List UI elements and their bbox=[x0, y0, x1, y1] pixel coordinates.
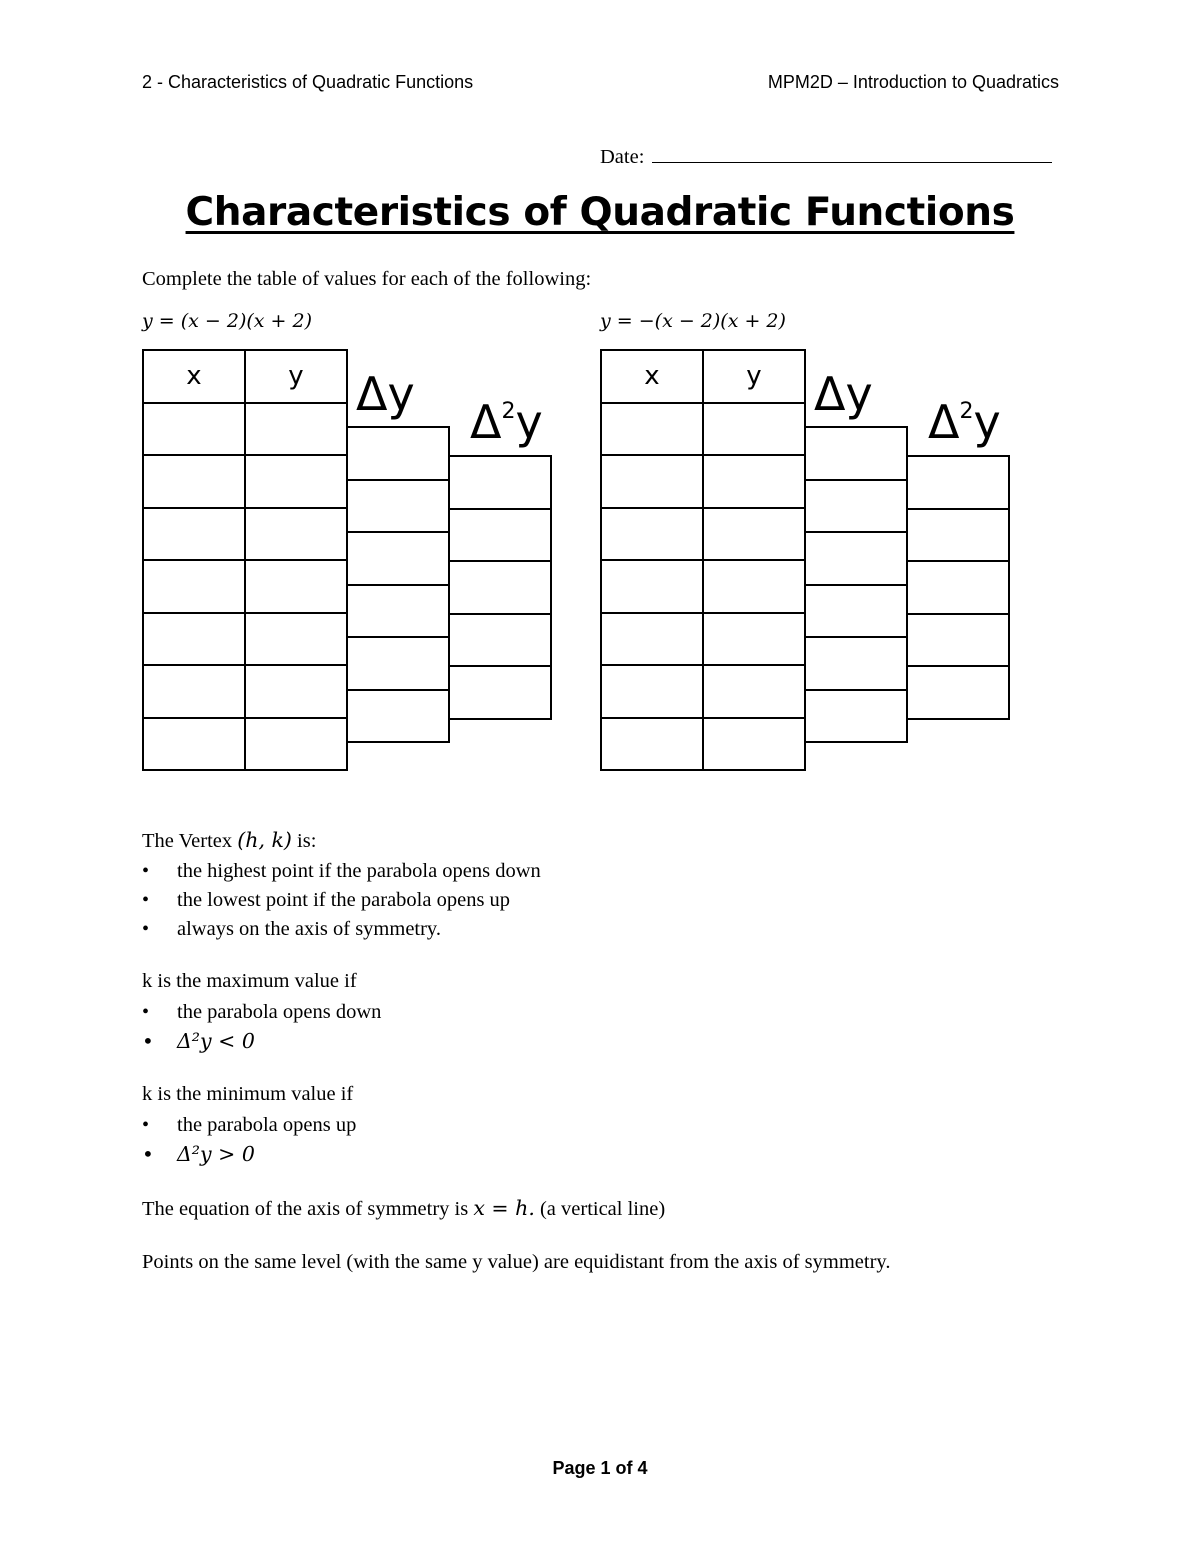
table-cell-x[interactable] bbox=[600, 612, 704, 667]
vertex-intro-math: (h, k) bbox=[237, 828, 292, 852]
table-cell-y[interactable] bbox=[702, 664, 806, 719]
table-cell-y[interactable] bbox=[702, 454, 806, 509]
axis-pre: The equation of the axis of symmetry is bbox=[142, 1198, 474, 1220]
delta2-variable: y bbox=[973, 395, 1001, 449]
table-cell-y[interactable] bbox=[244, 717, 348, 772]
minimum-bullets bbox=[142, 1111, 356, 1169]
table-cell-y[interactable] bbox=[244, 612, 348, 667]
table-cell-y[interactable] bbox=[244, 559, 348, 614]
table-cell-delta-y[interactable] bbox=[804, 426, 908, 481]
table-of-values-1 bbox=[142, 349, 562, 774]
table-cell-delta2-y[interactable] bbox=[906, 665, 1010, 720]
vertex-intro-post: is: bbox=[291, 830, 317, 852]
table-cell-delta-y[interactable] bbox=[346, 479, 450, 534]
table-cell-delta2-y[interactable] bbox=[448, 455, 552, 510]
footer-total: 4 bbox=[637, 1458, 648, 1478]
table-cell-delta2-y[interactable] bbox=[448, 508, 552, 563]
table-cell-x[interactable] bbox=[600, 664, 704, 719]
table-cell-delta-y[interactable] bbox=[346, 636, 450, 691]
vertex-bullets bbox=[142, 857, 541, 944]
table-cell-x[interactable] bbox=[142, 559, 246, 614]
table-cell-y[interactable] bbox=[244, 664, 348, 719]
minimum-intro: k is the minimum value if bbox=[142, 1083, 354, 1105]
table-cell-delta-y[interactable] bbox=[346, 531, 450, 586]
table-cell-x[interactable] bbox=[600, 717, 704, 772]
column-header-x: x bbox=[600, 349, 704, 404]
list-item-math: • Δ²y < 0 bbox=[142, 1027, 381, 1056]
table-cell-delta-y[interactable] bbox=[804, 636, 908, 691]
maximum-intro: k is the maximum value if bbox=[142, 970, 357, 992]
table-cell-y[interactable] bbox=[702, 612, 806, 667]
table-cell-x[interactable] bbox=[600, 559, 704, 614]
table-cell-delta2-y[interactable] bbox=[448, 665, 552, 720]
list-item: • the parabola opens down bbox=[142, 998, 381, 1027]
equidistant-text: Points on the same level (with the same y value) are equidistant from the axis of symmetry. bbox=[142, 1251, 891, 1273]
equation-1: y = (x − 2)(x + 2) bbox=[142, 310, 312, 332]
column-header-x: x bbox=[142, 349, 246, 404]
equation-2: y = −(x − 2)(x + 2) bbox=[600, 310, 786, 332]
list-item-math: • Δ²y > 0 bbox=[142, 1140, 356, 1169]
delta2-symbol: Δ bbox=[928, 395, 960, 449]
table-cell-x[interactable] bbox=[142, 612, 246, 667]
table-cell-y[interactable] bbox=[702, 717, 806, 772]
vertex-intro bbox=[142, 828, 316, 853]
list-item: • the parabola opens up bbox=[142, 1111, 356, 1140]
table-cell-delta2-y[interactable] bbox=[448, 613, 552, 668]
header-left: 2 - Characteristics of Quadratic Functions bbox=[142, 72, 474, 92]
table-cell-x[interactable] bbox=[600, 507, 704, 562]
table-cell-y[interactable] bbox=[244, 507, 348, 562]
table-cell-delta2-y[interactable] bbox=[448, 560, 552, 615]
vertex-intro-pre: The Vertex bbox=[142, 830, 238, 852]
table-cell-delta2-y[interactable] bbox=[906, 508, 1010, 563]
delta2-symbol: Δ bbox=[470, 395, 502, 449]
delta-y-label: Δy bbox=[814, 367, 873, 421]
footer-page-word: Page bbox=[552, 1458, 596, 1478]
table-cell-delta-y[interactable] bbox=[804, 531, 908, 586]
table-cell-delta-y[interactable] bbox=[346, 584, 450, 639]
table-cell-y[interactable] bbox=[702, 559, 806, 614]
list-item: • the highest point if the parabola opens down bbox=[142, 857, 541, 886]
page-title: Characteristics of Quadratic Functions bbox=[185, 190, 1015, 235]
table-cell-delta-y[interactable] bbox=[804, 584, 908, 639]
table-cell-x[interactable] bbox=[600, 402, 704, 457]
table-cell-delta2-y[interactable] bbox=[906, 560, 1010, 615]
footer-of-word: of bbox=[615, 1458, 633, 1478]
table-cell-x[interactable] bbox=[600, 454, 704, 509]
delta2-superscript: 2 bbox=[501, 399, 516, 424]
table-cell-delta-y[interactable] bbox=[346, 689, 450, 744]
delta2-superscript: 2 bbox=[959, 399, 974, 424]
footer-page-num: 1 bbox=[600, 1458, 611, 1478]
page-footer bbox=[0, 1458, 1200, 1479]
maximum-bullets bbox=[142, 998, 381, 1056]
table-cell-delta2-y[interactable] bbox=[906, 613, 1010, 668]
table-cell-delta-y[interactable] bbox=[804, 689, 908, 744]
delta2-y-label bbox=[470, 395, 543, 449]
column-header-y: y bbox=[244, 349, 348, 404]
table-cell-delta-y[interactable] bbox=[804, 479, 908, 534]
column-header-y: y bbox=[702, 349, 806, 404]
axis-of-symmetry-text bbox=[142, 1196, 665, 1221]
table-cell-x[interactable] bbox=[142, 454, 246, 509]
date-blank bbox=[652, 146, 1052, 163]
instruction-text: Complete the table of values for each of the following: bbox=[142, 268, 592, 290]
axis-post: (a vertical line) bbox=[534, 1198, 666, 1220]
delta2-variable: y bbox=[515, 395, 543, 449]
table-cell-y[interactable] bbox=[702, 402, 806, 457]
table-of-values-2 bbox=[600, 349, 1020, 774]
header-right: MPM2D – Introduction to Quadratics bbox=[767, 72, 1059, 92]
table-cell-x[interactable] bbox=[142, 507, 246, 562]
table-cell-y[interactable] bbox=[244, 402, 348, 457]
date-field bbox=[600, 146, 1052, 169]
table-cell-delta-y[interactable] bbox=[346, 426, 450, 481]
axis-math: x = h. bbox=[473, 1196, 535, 1220]
list-item: • the lowest point if the parabola opens up bbox=[142, 886, 541, 915]
table-cell-x[interactable] bbox=[142, 402, 246, 457]
date-label: Date: bbox=[600, 146, 645, 168]
table-cell-delta2-y[interactable] bbox=[906, 455, 1010, 510]
delta2-y-label bbox=[928, 395, 1001, 449]
list-item: • always on the axis of symmetry. bbox=[142, 915, 541, 944]
table-cell-y[interactable] bbox=[702, 507, 806, 562]
table-cell-x[interactable] bbox=[142, 664, 246, 719]
table-cell-x[interactable] bbox=[142, 717, 246, 772]
table-cell-y[interactable] bbox=[244, 454, 348, 509]
delta-y-label: Δy bbox=[356, 367, 415, 421]
